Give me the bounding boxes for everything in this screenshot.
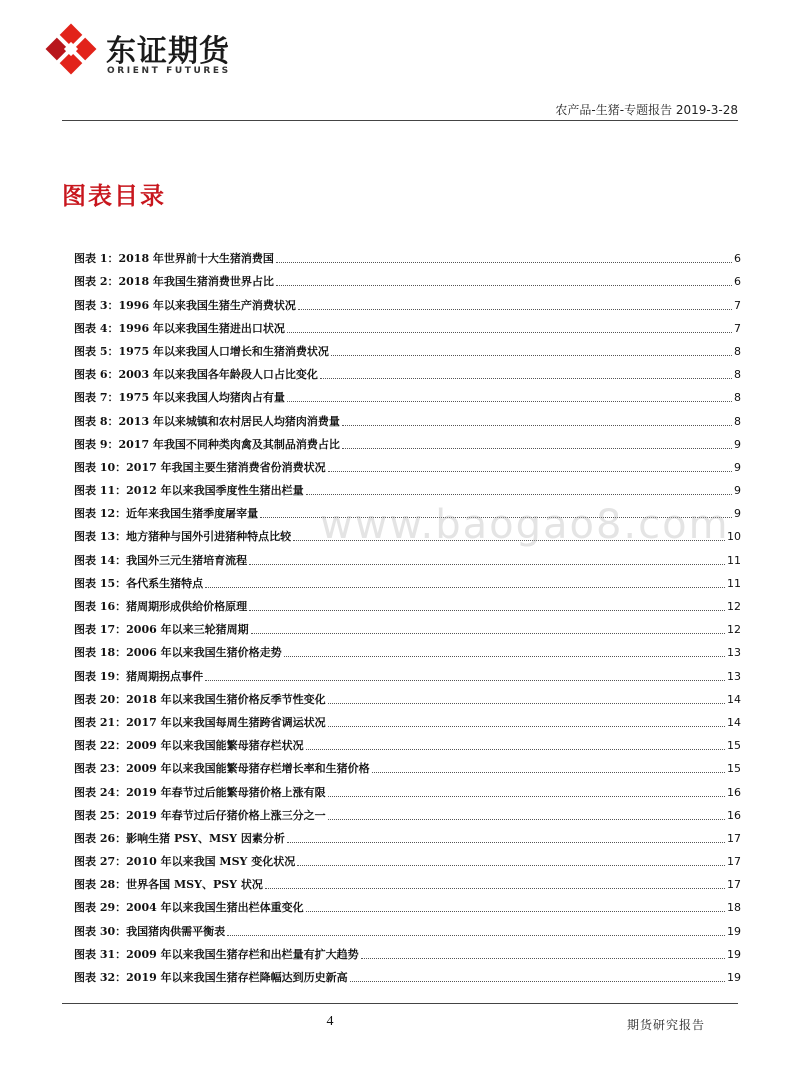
toc-entry-page[interactable]: 7 [734,321,741,335]
toc-entry-label[interactable]: 图表 3：1996 年以来我国生猪生产消费状况 [74,298,296,312]
toc-entry-page[interactable]: 8 [734,391,741,405]
toc-entry[interactable] [74,660,741,683]
toc-entry-page[interactable]: 12 [727,623,741,637]
toc-entry-label[interactable]: 图表 2：2018 年我国生猪消费世界占比 [74,275,274,289]
toc-entry-label[interactable]: 图表 11：2012 年以来我国季度性生猪出栏量 [74,484,304,498]
toc-entry-page[interactable]: 15 [727,762,741,776]
toc-dot-leader [328,726,725,727]
toc-dot-leader [287,332,732,333]
toc-entry-page[interactable]: 19 [727,924,741,938]
toc-entry[interactable] [74,568,741,591]
toc-entry[interactable] [74,289,741,312]
toc-entry-label[interactable]: 图表 19：猪周期拐点事件 [74,669,204,683]
toc-entry-page[interactable]: 8 [734,344,741,358]
toc-entry[interactable] [74,313,741,336]
toc-entry-label[interactable]: 图表 1：2018 年世界前十大生猪消费国 [74,252,274,266]
toc-entry-page[interactable]: 6 [734,252,741,266]
toc-dot-leader [297,865,725,866]
toc-dot-leader [227,935,725,936]
toc-entry-label[interactable]: 图表 20：2018 年以来我国生猪价格反季节性变化 [74,692,326,706]
toc-entry[interactable] [74,359,741,382]
toc-entry-page[interactable]: 9 [734,484,741,498]
toc-entry[interactable] [74,707,741,730]
toc-entry[interactable] [74,614,741,637]
toc-entry-label[interactable]: 图表 31：2009 年以来我国生猪存栏和出栏量有扩大趋势 [74,947,359,961]
toc-entry[interactable] [74,591,741,614]
toc-entry-page[interactable]: 16 [727,785,741,799]
toc-entry-label[interactable]: 图表 6：2003 年以来我国各年龄段人口占比变化 [74,368,318,382]
toc-entry-label[interactable]: 图表 28：世界各国 MSY、PSY 状况 [74,878,263,892]
toc-entry-page[interactable]: 18 [727,901,741,915]
toc-entry-page[interactable]: 8 [734,368,741,382]
toc-entry-label[interactable]: 图表 8：2013 年以来城镇和农村居民人均猪肉消费量 [74,414,340,428]
toc-dot-leader [372,772,725,773]
toc-entry-page[interactable]: 10 [727,530,741,544]
toc-dot-leader [328,703,725,704]
brand-logo [44,22,234,80]
toc-entry-label[interactable]: 图表 17：2006 年以来三轮猪周期 [74,623,249,637]
toc-entry-label[interactable]: 图表 30：我国猪肉供需平衡表 [74,924,226,938]
toc-entry-label[interactable]: 图表 21：2017 年以来我国每周生猪跨省调运状况 [74,715,326,729]
toc-dot-leader [306,494,732,495]
toc-entry[interactable] [74,869,741,892]
toc-entry-page[interactable]: 17 [727,831,741,845]
toc-dot-leader [205,680,725,681]
orient-futures-logo-icon [44,22,98,76]
toc-entry[interactable] [74,684,741,707]
toc-entry-page[interactable]: 8 [734,414,741,428]
toc-entry-label[interactable]: 图表 23：2009 年以来我国能繁母猪存栏增长率和生猪价格 [74,762,370,776]
toc-dot-leader [342,425,732,426]
toc-entry-page[interactable]: 6 [734,275,741,289]
toc-entry[interactable] [74,915,741,938]
toc-entry-label[interactable]: 图表 29：2004 年以来我国生猪出栏体重变化 [74,901,304,915]
toc-dot-leader [361,958,725,959]
toc-entry-page[interactable]: 9 [734,437,741,451]
toc-entry[interactable] [74,776,741,799]
toc-entry-page[interactable]: 13 [727,669,741,683]
toc-entry-label[interactable]: 图表 5：1975 年以来我国人口增长和生猪消费状况 [74,344,329,358]
toc-entry-label[interactable]: 图表 10：2017 年我国主要生猪消费省份消费状况 [74,460,326,474]
toc-entry-page[interactable]: 7 [734,298,741,312]
toc-entry-page[interactable]: 17 [727,878,741,892]
toc-entry[interactable] [74,939,741,962]
toc-entry-page[interactable]: 11 [727,553,741,567]
toc-entry-label[interactable]: 图表 4：1996 年以来我国生猪进出口状况 [74,321,285,335]
toc-entry-label[interactable]: 图表 16：猪周期形成供给价格原理 [74,600,248,613]
toc-entry-label[interactable]: 图表 15：各代系生猪特点 [74,576,204,590]
toc-entry-label[interactable]: 图表 14：我国外三元生猪培育流程 [74,553,248,567]
toc-entry-page[interactable]: 13 [727,646,741,660]
toc-entry-page[interactable]: 19 [727,947,741,961]
toc-entry[interactable] [74,382,741,405]
toc-entry[interactable] [74,753,741,776]
toc-dot-leader [249,564,725,565]
toc-entry-page[interactable]: 9 [734,507,741,521]
toc-dot-leader [249,610,725,611]
watermark: www.baogao8.com [320,502,730,548]
toc-dot-leader [287,842,725,843]
toc-entry-label[interactable]: 图表 22：2009 年以来我国能繁母猪存栏状况 [74,739,304,753]
toc-dot-leader [276,262,732,263]
toc-dot-leader [350,981,725,982]
toc-dot-leader [328,819,725,820]
toc-entry-page[interactable]: 17 [727,855,741,869]
toc-dot-leader [205,587,725,588]
header-divider [62,120,738,121]
toc-entry[interactable] [74,405,741,428]
brand-name-en: ORIENT FUTURES [107,66,231,76]
toc-entry[interactable] [74,962,741,985]
toc-entry-page[interactable]: 16 [727,808,741,822]
toc-entry-label[interactable]: 图表 7：1975 年以来我国人均猪肉占有量 [74,391,285,405]
toc-dot-leader [284,656,725,657]
toc-dot-leader [328,796,725,797]
toc-dot-leader [306,911,725,912]
toc-entry[interactable] [74,266,741,289]
toc-entry-page[interactable]: 9 [734,460,741,474]
toc-dot-leader [251,633,725,634]
toc-entry[interactable] [74,475,741,498]
footer-divider [62,1003,738,1004]
toc-entry-page[interactable]: 14 [727,715,741,729]
toc-entry-label[interactable]: 图表 26：影响生猪 PSY、MSY 因素分析 [74,831,285,845]
toc-entry-page[interactable]: 14 [727,692,741,706]
toc-dot-leader [287,401,732,402]
toc-dot-leader [328,471,732,472]
toc-list [74,243,741,985]
toc-entry[interactable] [74,243,741,266]
brand-name-cn: 东证期货 [106,34,230,69]
toc-entry-label[interactable]: 图表 9：2017 年我国不同种类肉禽及其制品消费占比 [74,437,340,451]
toc-entry[interactable] [74,892,741,915]
toc-entry[interactable] [74,800,741,823]
toc-dot-leader [298,309,732,310]
toc-entry-label[interactable]: 图表 32：2019 年以来我国生猪存栏降幅达到历史新高 [74,971,348,984]
page-number: 4 [326,1014,334,1029]
toc-entry[interactable] [74,336,741,359]
toc-dot-leader [320,378,732,379]
toc-entry[interactable] [74,429,741,452]
toc-dot-leader [331,355,732,356]
toc-entry-page[interactable]: 19 [727,971,741,984]
report-type: 期货研究报告 [626,1018,705,1032]
toc-dot-leader [276,285,732,286]
toc-entry-page[interactable]: 15 [727,739,741,753]
toc-entry[interactable] [74,823,741,846]
toc-entry[interactable] [74,846,741,869]
toc-entry-label[interactable]: 图表 25：2019 年春节过后仔猪价格上涨三分之一 [74,808,326,822]
toc-entry-page[interactable]: 11 [727,576,741,590]
toc-entry[interactable] [74,637,741,660]
toc-entry[interactable] [74,730,741,753]
toc-entry-label[interactable]: 图表 24：2019 年春节过后能繁母猪价格上涨有限 [74,785,326,799]
toc-entry-label[interactable]: 图表 12：近年来我国生猪季度屠宰量 [74,507,259,521]
toc-entry[interactable] [74,452,741,475]
toc-entry-label[interactable]: 图表 18：2006 年以来我国生猪价格走势 [74,646,282,660]
report-meta: 农产品-生猪-专题报告 2019-3-28 [555,103,738,117]
toc-dot-leader [306,749,725,750]
toc-entry-label[interactable]: 图表 13：地方猪种与国外引进猪种特点比较 [74,530,292,544]
toc-dot-leader [265,888,725,889]
toc-dot-leader [342,448,732,449]
toc-entry-page[interactable]: 12 [727,600,741,613]
toc-title: 图表目录 [62,181,166,210]
toc-entry-label[interactable]: 图表 27：2010 年以来我国 MSY 变化状况 [74,855,296,869]
